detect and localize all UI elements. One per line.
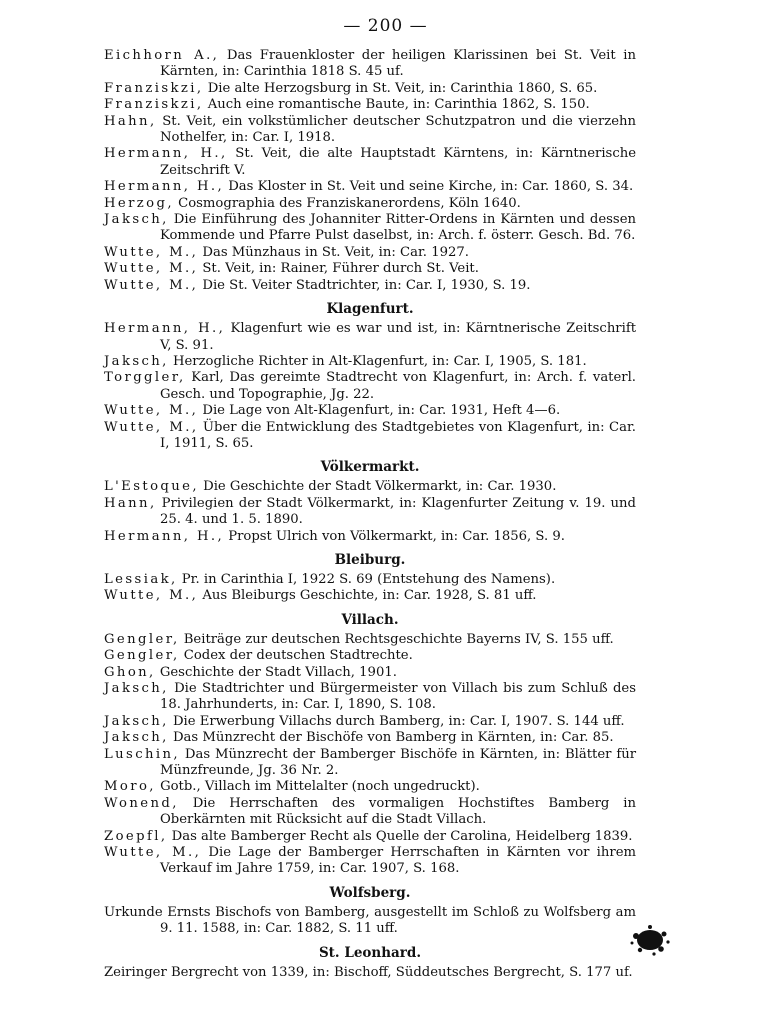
entry-author: Hahn, <box>104 113 157 129</box>
entry-author: Torggler, <box>104 370 186 386</box>
bibliography-entry <box>104 179 636 195</box>
bibliography-entry <box>104 370 636 403</box>
bibliography-entry <box>104 588 636 604</box>
bibliography-entry <box>104 681 636 714</box>
section-heading: St. Leonhard. <box>318 944 422 961</box>
entry-author: Wutte, M., <box>104 403 199 419</box>
entry-text: Das Frauenkloster der heiligen Klarissinen bei St. Veit in Kärnten, in: Carinthia 1818 S. 45 uf. <box>160 48 636 80</box>
entry-text: Codex der deutschen Stadtrechte. <box>179 648 413 664</box>
entry-text: Die Erwerbung Villachs durch Bamberg, in: Car. I, 1907. S. 144 uff. <box>168 713 625 729</box>
entry-author: Wutte, M., <box>104 419 199 435</box>
entry-text: St. Veit, ein volkstümlicher deutscher Schutzpatron und die vierzehn Nothelfer, in: Car. I, 1918. <box>156 113 636 146</box>
entry-author: Wutte, M., <box>104 588 199 604</box>
entry-text: Die Geschichte der Stadt Völkermarkt, in: Car. 1930. <box>198 479 557 495</box>
entry-text: Karl, Das gereimte Stadtrecht von Klagenfurt, in: Arch. f. vaterl. Gesch. und Topographie, Jg. 22. <box>160 370 636 402</box>
bibliography-entry <box>104 496 636 529</box>
bibliography-entry <box>104 479 636 495</box>
entry-text: Gotb., Villach im Mittelalter (noch ungedruckt). <box>155 779 480 795</box>
entry-text: Die Lage von Alt-Klagenfurt, in: Car. 1931, Heft 4—6. <box>198 403 561 419</box>
section-heading: Villach. <box>341 611 399 628</box>
entry-text: Das Münzrecht der Bischöfe von Bamberg in Kärnten, in: Car. 85. <box>168 730 614 746</box>
entry-author: Wutte, M., <box>104 277 199 293</box>
entry-author: Wutte, M., <box>104 845 202 861</box>
entry-text: Zeiringer Bergrecht von 1339, in: Bischoff, Süddeutsches Bergrecht, S. 177 uf. <box>104 964 633 980</box>
bibliography-entry <box>104 114 636 147</box>
entry-text: Die alte Herzogsburg in St. Veit, in: Carinthia 1860, S. 65. <box>203 80 598 96</box>
bibliography-entry <box>104 261 636 277</box>
bibliography-entry <box>104 48 636 81</box>
bibliography-entry <box>104 714 636 730</box>
section-heading: Bleiburg. <box>334 551 406 568</box>
entry-author: Jaksch, <box>104 681 169 696</box>
entry-text: Pr. in Carinthia I, 1922 S. 69 (Entstehung des Namens). <box>177 571 556 587</box>
entry-author: Jaksch, <box>104 212 169 228</box>
entry-text: Cosmographia des Franziskanerordens, Köln 1640. <box>173 195 521 211</box>
bibliography-entry <box>104 354 636 370</box>
bibliography-entry <box>104 779 636 795</box>
entry-text: Auch eine romantische Baute, in: Carinthia 1862, S. 150. <box>203 97 590 113</box>
bibliography-entry <box>104 730 636 746</box>
entry-author: Gengler, <box>104 631 180 647</box>
entry-text: Die St. Veiter Stadtrichter, in: Car. I, 1930, S. 19. <box>198 277 531 293</box>
entry-author: Hermann, H., <box>104 146 228 162</box>
entry-author: Franziskzi, <box>104 97 204 113</box>
entry-author: Ghon, <box>104 664 156 680</box>
entry-author: Jaksch, <box>104 353 169 369</box>
entry-text: Die Herrschaften des vormaligen Hochstiftes Bamberg in Oberkärnten mit Rücksicht auf die Stadt Villach. <box>160 795 636 828</box>
bibliography-entry <box>104 665 636 681</box>
bibliography-entry <box>104 420 636 453</box>
bibliography-entry <box>104 196 636 212</box>
entry-author: Hann, <box>104 495 157 511</box>
bibliography-entry <box>104 245 636 261</box>
bibliography-entry <box>104 97 636 113</box>
bibliography-entry <box>104 321 636 354</box>
entry-author: Franziskzi, <box>104 80 204 96</box>
entry-author: Herzog, <box>104 195 174 211</box>
bibliography-entry <box>104 278 636 294</box>
entry-author: Hermann, H., <box>104 321 226 337</box>
bibliography-entry <box>104 747 636 780</box>
entry-text: Aus Bleiburgs Geschichte, in: Car. 1928, S. 81 uff. <box>198 588 537 604</box>
entry-author: Eichhorn A., <box>104 48 220 63</box>
bibliography-entry <box>104 796 636 829</box>
entry-author: Hermann, H., <box>104 179 225 195</box>
entry-author: Jaksch, <box>104 730 169 746</box>
entry-text: Geschichte der Stadt Villach, 1901. <box>155 664 397 680</box>
entry-author: Wutte, M., <box>104 261 199 277</box>
entry-text: Urkunde Ernsts Bischofs von Bamberg, ausgestellt im Schloß zu Wolfsberg am 9. 11. 1588, in: Car. 1882, S. 11 uff. <box>104 904 636 937</box>
entry-author: Wonend, <box>104 795 179 811</box>
entry-author: Jaksch, <box>104 713 169 729</box>
entry-text: Privilegien der Stadt Völkermarkt, in: Klagenfurter Zeitung v. 19. und 25. 4. und 1. 5. 1890. <box>156 495 636 528</box>
bibliography-entry <box>104 403 636 419</box>
entry-text: Beiträge zur deutschen Rechtsgeschichte Bayerns IV, S. 155 uff. <box>179 631 614 647</box>
entry-author: Gengler, <box>104 648 180 664</box>
section-heading: Klagenfurt. <box>326 301 414 318</box>
entry-text: Das Münzhaus in St. Veit, in: Car. 1927. <box>198 244 469 260</box>
bibliography-entry <box>104 965 636 981</box>
entry-text: Propst Ulrich von Völkermarkt, in: Car. 1856, S. 9. <box>224 528 565 544</box>
entry-author: Wutte, M., <box>104 244 199 260</box>
entry-text: Über die Entwicklung des Stadtgebietes von Klagenfurt, in: Car. I, 1911, S. 65. <box>160 419 636 451</box>
entry-author: Luschin, <box>104 746 181 762</box>
entry-text: St. Veit, in: Rainer, Führer durch St. Veit. <box>198 261 479 277</box>
bibliography-entry <box>104 829 636 845</box>
page-number: — 200 — <box>343 16 428 36</box>
bibliography-entry <box>104 81 636 97</box>
bibliography-entry <box>104 648 636 664</box>
entry-text: Klagenfurt wie es war und ist, in: Kärntnerische Zeitschrift V, S. 91. <box>160 321 637 353</box>
section-heading: Wolfsberg. <box>329 884 411 901</box>
bibliography-entry <box>104 146 636 179</box>
entry-author: Zoepfl, <box>104 828 168 844</box>
entry-text: Herzogliche Richter in Alt-Klagenfurt, in: Car. I, 1905, S. 181. <box>168 353 587 369</box>
entry-text: Das Münzrecht der Bamberger Bischöfe in Kärnten, in: Blätter für Münzfreunde, Jg. 36 Nr. 2. <box>160 746 636 779</box>
entry-text: Das Kloster in St. Veit und seine Kirche, in: Car. 1860, S. 34. <box>224 179 634 195</box>
bibliography-entry <box>104 632 636 648</box>
entry-text: Die Stadtrichter und Bürgermeister von Villach bis zum Schluß des 18. Jahrhunderts, in: Car. I, 1890, S. 108. <box>160 681 636 713</box>
entry-text: Die Lage der Bamberger Herrschaften in Kärnten vor ihrem Verkauf im Jahre 1759, in: Car. 1907, S. 168. <box>160 845 637 877</box>
entry-text: St. Veit, die alte Hauptstadt Kärntens, in: Kärntnerische Zeitschrift V. <box>160 146 637 178</box>
bibliography-entry <box>104 905 636 938</box>
bibliography-entry <box>104 845 636 878</box>
entry-text: Das alte Bamberger Recht als Quelle der Carolina, Heidelberg 1839. <box>167 828 633 844</box>
bibliography-entry <box>104 572 636 588</box>
bibliography-entry <box>104 529 636 545</box>
entry-author: Hermann, H., <box>104 528 225 544</box>
bibliography-content <box>104 48 636 981</box>
section-heading: Völkermarkt. <box>320 459 420 476</box>
bibliography-entry <box>104 212 636 245</box>
ink-ornament-icon <box>628 922 672 958</box>
entry-author: L'Estoque, <box>104 479 199 495</box>
entry-text: Die Einführung des Johanniter Ritter-Ordens in Kärnten und dessen Kommende und Pfarre Pulst daselbst, in: Arch. f. österr. Gesch. Bd. 76. <box>160 212 636 244</box>
entry-author: Moro, <box>104 779 156 795</box>
entry-author: Lessiak, <box>104 571 178 587</box>
